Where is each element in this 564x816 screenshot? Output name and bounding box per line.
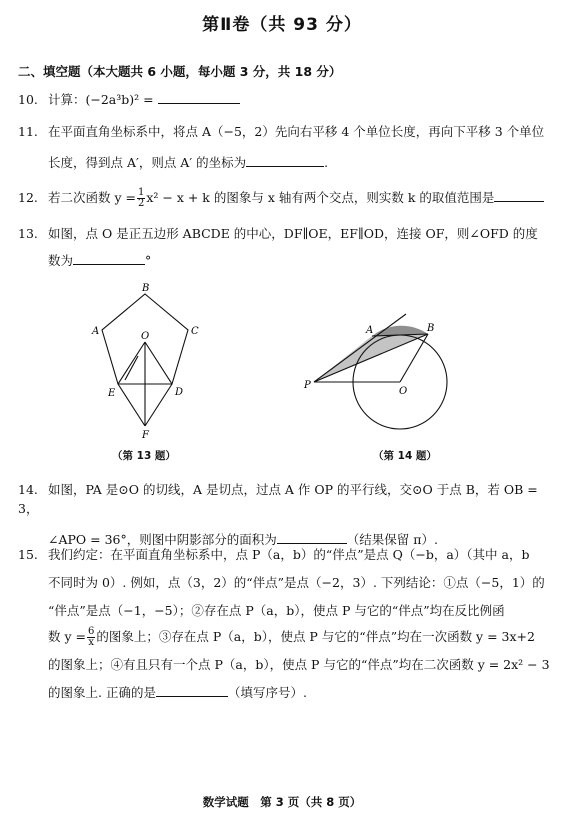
figure-13-pentagon <box>80 282 220 442</box>
question-number: 10. <box>18 92 38 107</box>
fraction-denominator: 2 <box>137 198 145 209</box>
fraction-denominator: x <box>88 637 94 648</box>
question-number: 12. <box>18 190 38 205</box>
question-text-line6-post: （填写序号）. <box>227 685 307 700</box>
question-text-end: . <box>324 155 329 170</box>
page-title: 第Ⅱ卷（共 93 分） <box>202 15 362 35</box>
question-15 <box>18 545 552 702</box>
label-p: P <box>304 380 311 391</box>
label-a: A <box>366 325 374 336</box>
label-o: O <box>141 331 150 342</box>
answer-blank[interactable] <box>73 251 145 265</box>
answer-blank[interactable] <box>494 188 544 202</box>
page-footer: 数学试题 第 3 页（共 8 页） <box>202 795 362 809</box>
question-text-pre: 若二次函数 y = <box>48 190 136 205</box>
segment-oe <box>118 342 145 384</box>
answer-blank[interactable] <box>158 90 240 104</box>
question-number: 14. <box>18 482 38 497</box>
question-text-line1: 如图，点 O 是正五边形 ABCDE 的中心，DF∥OE，EF∥OD，连接 OF，则∠OFD 的度 <box>48 226 538 241</box>
label-o: O <box>399 386 408 397</box>
question-11 <box>18 122 548 172</box>
question-text-line3: “伴点”是点（−1，−5）；②存在点 P（a，b），使点 P 与它的“伴点”均在反比例函 <box>48 603 505 618</box>
label-b: B <box>427 323 435 334</box>
answer-blank[interactable] <box>156 683 228 697</box>
segment-df <box>145 384 172 426</box>
label-c: C <box>191 326 199 337</box>
question-text-line4-post: 的图象上；③存在点 P（a，b），使点 P 与它的“伴点”均在一次函数 y = 3x+2 <box>96 629 535 644</box>
question-text-line4-pre: 数 y = <box>48 629 86 644</box>
question-text-line1: 在平面直角坐标系中，将点 A（−5，2）先向右平移 4 个单位长度，再向下平移 3 个单位 <box>48 124 545 139</box>
question-number: 11. <box>18 124 38 139</box>
answer-blank[interactable] <box>277 530 347 544</box>
label-f: F <box>142 430 149 441</box>
figure-13-caption: （第 13 题） <box>112 450 176 462</box>
question-number: 15. <box>18 547 38 562</box>
label-b: B <box>142 283 150 294</box>
question-text-end: ° <box>145 253 152 268</box>
figure-14-caption: （第 14 题） <box>373 450 437 462</box>
fraction <box>137 188 145 209</box>
question-10 <box>18 90 240 109</box>
segment-aux <box>125 356 138 380</box>
question-text-line2: 长度，得到点 A′，则点 A′ 的坐标为 <box>48 155 247 170</box>
label-d: D <box>175 387 184 398</box>
question-14 <box>18 480 548 549</box>
question-number: 13. <box>18 226 38 241</box>
fraction-numerator: 6 <box>87 626 95 637</box>
answer-blank[interactable] <box>246 153 324 167</box>
segment-od <box>145 342 172 384</box>
label-a: A <box>92 326 100 337</box>
fraction-numerator: 1 <box>137 187 145 198</box>
question-13 <box>18 224 548 270</box>
segment-ef <box>118 384 145 426</box>
question-text-line1: 如图，PA 是⊙O 的切线，A 是切点，过点 A 作 OP 的平行线，交⊙O 于点 B，若 OB = 3， <box>18 482 538 516</box>
fraction <box>87 627 95 648</box>
question-text-line2: 数为 <box>48 253 74 268</box>
section-heading: 二、填空题（本大题共 6 小题，每小题 3 分，共 18 分） <box>18 64 342 79</box>
figure-14-circle <box>300 300 480 440</box>
question-text-post: x² − x + k 的图象与 x 轴有两个交点，则实数 k 的取值范围是 <box>146 190 495 205</box>
question-text-line1: 我们约定：在平面直角坐标系中，点 P（a，b）的“伴点”是点 Q（−b，a）（其中 a，b <box>48 547 530 562</box>
question-12 <box>18 188 548 209</box>
question-text-line2: 不同时为 0）. 例如，点（3，2）的“伴点”是点（−2，3）. 下列结论：①点（−5，1）的 <box>48 575 545 590</box>
question-text: 计算：(−2a³b)² = <box>48 92 154 107</box>
question-text-line5: 的图象上；④有且只有一个点 P（a，b），使点 P 与它的“伴点”均在二次函数 y = 2x² − 3 <box>48 657 550 672</box>
question-text-line2: ∠APO = 36°，则图中阴影部分的面积为 <box>48 532 277 547</box>
question-text-line6-pre: 的图象上. 正确的是 <box>48 685 156 700</box>
label-e: E <box>108 388 116 399</box>
question-text-end: （结果保留 π）. <box>346 532 438 547</box>
